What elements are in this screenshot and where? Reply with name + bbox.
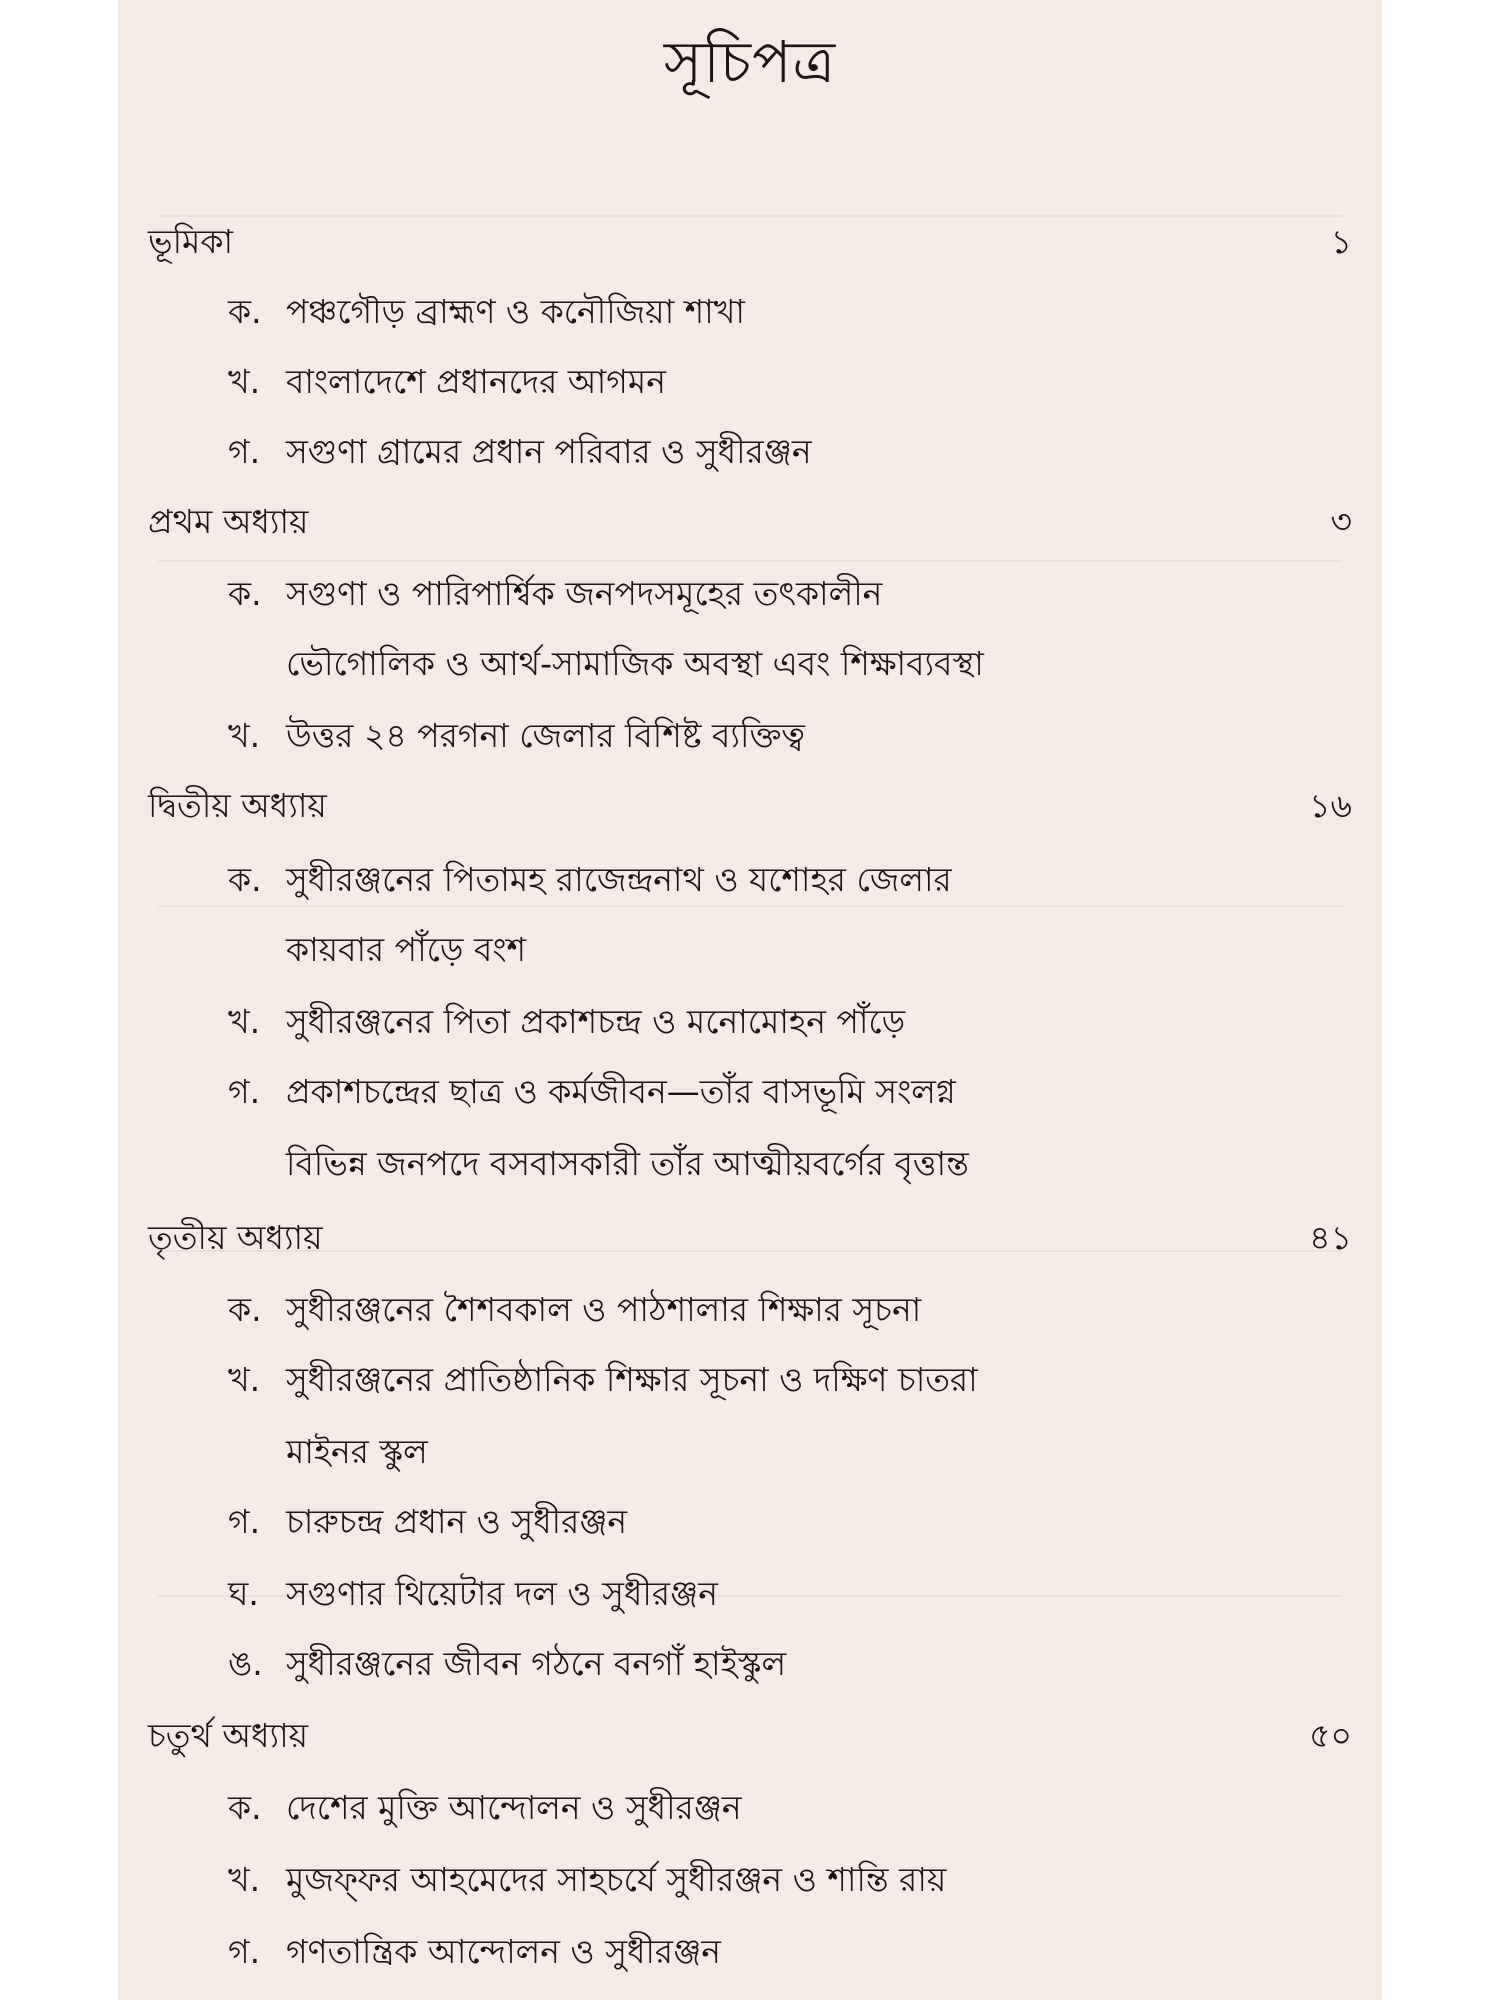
item-label: ঙ. <box>228 1644 263 1683</box>
page-number: ১ <box>1330 222 1352 261</box>
chapter-heading: ভূমিকা <box>148 222 234 261</box>
item-text: সুধীরঞ্জনের পিতা প্রকাশচন্দ্র ও মনোমোহন পাঁড়ে <box>286 1002 906 1041</box>
item-text: সুধীরঞ্জনের জীবন গঠনে বনগাঁ হাইস্কুল <box>286 1644 787 1683</box>
page-title: সূচিপত্র <box>663 28 837 96</box>
page-number: ৪১ <box>1309 1218 1352 1257</box>
item-label: ক. <box>228 860 262 899</box>
item-label: ক. <box>228 1788 262 1827</box>
toc-item <box>228 358 666 406</box>
chapter-heading: চতুর্থ অধ্যায় <box>148 1716 309 1755</box>
item-text: সুধীরঞ্জনের পিতামহ রাজেন্দ্রনাথ ও যশোহর জেলার <box>286 860 952 899</box>
item-label: খ. <box>228 1360 261 1399</box>
chapter-heading: দ্বিতীয় অধ্যায় <box>148 786 327 825</box>
show-through-line <box>158 215 1342 217</box>
page-number: ৩ <box>1330 502 1352 541</box>
item-label: গ. <box>228 432 261 471</box>
item-label: খ. <box>228 362 261 401</box>
item-label: ক. <box>228 1290 262 1329</box>
toc-item <box>228 288 745 336</box>
item-label: ক. <box>228 574 262 613</box>
page-number: ৫০ <box>1309 1716 1352 1755</box>
toc-item <box>228 998 905 1046</box>
item-text: চারুচন্দ্র প্রধান ও সুধীরঞ্জন <box>286 1502 628 1541</box>
item-label: খ. <box>228 1002 261 1041</box>
show-through-line <box>158 1250 1342 1252</box>
item-continuation: ভৌগোলিক ও আর্থ-সামাজিক অবস্থা এবং শিক্ষাব্যবস্থা <box>286 644 984 683</box>
item-text: সগুণার থিয়েটার দল ও সুধীরঞ্জন <box>286 1574 718 1613</box>
toc-item <box>228 856 952 904</box>
toc-item <box>228 712 805 760</box>
toc-item <box>228 1928 721 1976</box>
toc-item <box>228 1498 627 1546</box>
show-through-line <box>158 905 1342 907</box>
book-page <box>118 0 1382 2000</box>
toc-item <box>228 1068 956 1116</box>
item-label: ঘ. <box>228 1574 259 1613</box>
item-text: পঞ্চগৌড় ব্রাহ্মণ ও কনৌজিয়া শাখা <box>286 292 745 331</box>
item-text: উত্তর ২৪ পরগনা জেলার বিশিষ্ট ব্যক্তিত্ব <box>286 716 805 755</box>
item-text: মুজফ্‌ফর আহমেদের সাহচর্যে সুধীরঞ্জন ও শান্তি রায় <box>286 1860 947 1899</box>
item-label: খ. <box>228 1860 261 1899</box>
item-continuation: কায়বার পাঁড়ে বংশ <box>286 930 527 969</box>
item-label: গ. <box>228 1502 261 1541</box>
item-label: গ. <box>228 1932 261 1971</box>
item-label: খ. <box>228 716 261 755</box>
show-through-line <box>158 560 1342 562</box>
toc-item <box>228 428 812 476</box>
toc-item <box>228 1856 946 1904</box>
item-text: সুধীরঞ্জনের শৈশবকাল ও পাঠশালার শিক্ষার সূচনা <box>286 1290 922 1329</box>
item-continuation: বিভিন্ন জনপদে বসবাসকারী তাঁর আত্মীয়বর্গের বৃত্তান্ত <box>286 1144 969 1183</box>
page-number: ১৬ <box>1309 786 1352 825</box>
item-text: প্রকাশচন্দ্রের ছাত্র ও কর্মজীবন—তাঁর বাসভূমি সংলগ্ন <box>286 1072 956 1111</box>
item-text: সুধীরঞ্জনের প্রাতিষ্ঠানিক শিক্ষার সূচনা ও দক্ষিণ চাতরা <box>286 1360 978 1399</box>
item-text: বাংলাদেশে প্রধানদের আগমন <box>286 362 666 401</box>
toc-item <box>228 1286 921 1334</box>
item-text: গণতান্ত্রিক আন্দোলন ও সুধীরঞ্জন <box>286 1932 721 1971</box>
item-label: ক. <box>228 292 262 331</box>
item-text: সগুণা ও পারিপার্শ্বিক জনপদসমূহের তৎকালীন <box>286 574 883 613</box>
item-text: দেশের মুক্তি আন্দোলন ও সুধীরঞ্জন <box>286 1788 742 1827</box>
toc-item <box>228 1640 786 1688</box>
chapter-heading: তৃতীয় অধ্যায় <box>148 1218 323 1257</box>
item-continuation: মাইনর স্কুল <box>286 1432 428 1471</box>
toc-item <box>228 1356 978 1404</box>
chapter-heading: প্রথম অধ্যায় <box>148 502 309 541</box>
toc-item <box>228 570 882 618</box>
item-label: গ. <box>228 1072 261 1111</box>
toc-item <box>228 1570 718 1618</box>
toc-item <box>228 1784 742 1832</box>
item-text: সগুণা গ্রামের প্রধান পরিবার ও সুধীরঞ্জন <box>286 432 812 471</box>
